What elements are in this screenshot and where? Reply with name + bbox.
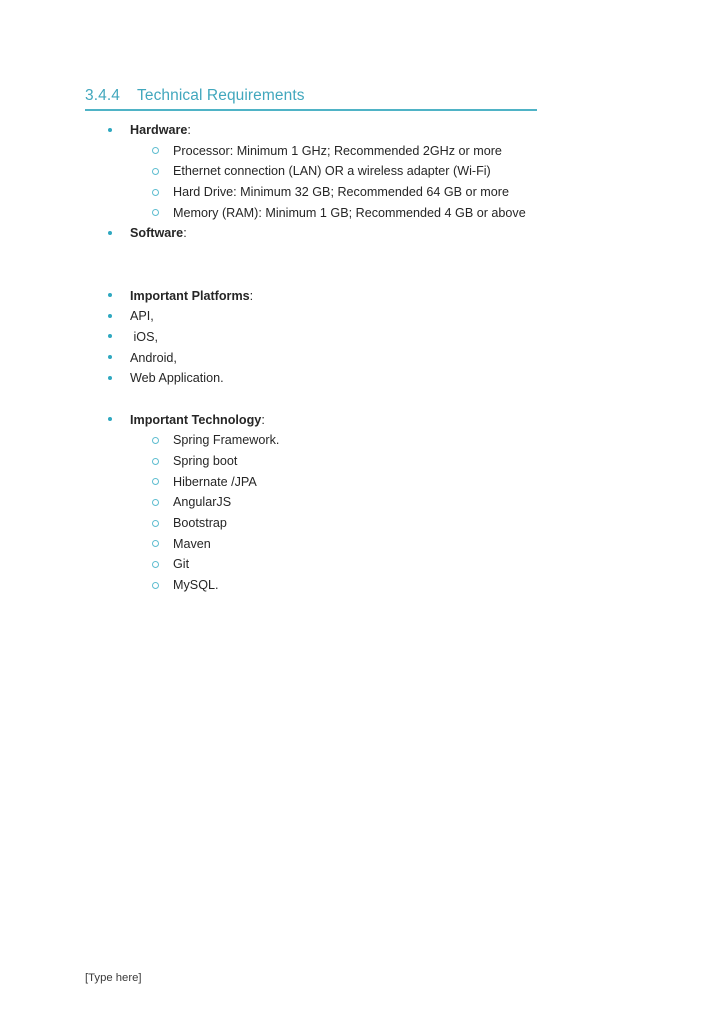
list-item[interactable] [0,223,724,244]
hollow-circle-bullet-icon [152,575,164,596]
list-item-label: API, [130,309,154,324]
hollow-circle-bullet-icon [152,182,164,203]
list-item-label-bold: Hardware [130,123,188,137]
list-item[interactable] [0,513,724,534]
list-item-label-bold: Important Technology [130,412,262,427]
filled-disc-bullet-icon [108,286,118,307]
list-item-label-bold: Software [130,226,184,241]
list-spacer-line [0,389,724,410]
list-item[interactable] [0,203,724,224]
list-item[interactable] [0,534,724,555]
list-spacer-line [0,265,724,286]
list-item-label: AngularJS [173,495,232,510]
list-item[interactable] [0,348,724,369]
hollow-circle-bullet-icon [152,554,164,575]
hollow-circle-bullet-icon [152,492,164,513]
hollow-circle-bullet-icon [152,451,164,472]
hollow-circle-bullet-icon [152,161,164,182]
list-item-label: Git [173,557,190,572]
hollow-circle-bullet-icon [152,513,164,534]
requirements-list [0,120,724,596]
list-item-label: Android, [130,350,177,365]
list-item-label: Web Application. [130,371,224,386]
list-item[interactable] [0,286,724,307]
list-item[interactable] [0,492,724,513]
section-heading [85,86,537,111]
heading-underline-rule [85,109,537,111]
filled-disc-bullet-icon [108,120,118,141]
list-item[interactable] [0,410,724,431]
filled-disc-bullet-icon [108,368,118,389]
filled-disc-bullet-icon [108,348,118,369]
filled-disc-bullet-icon [108,306,118,327]
list-item[interactable] [0,120,724,141]
hollow-circle-bullet-icon [152,534,164,555]
list-item-label-tail: : [249,288,254,303]
page-title: Technical Requirements [137,87,305,104]
list-item[interactable] [0,141,724,162]
hollow-circle-bullet-icon [152,472,164,493]
list-item[interactable] [0,161,724,182]
list-item[interactable] [0,368,724,389]
hollow-circle-bullet-icon [152,203,164,224]
footer-placeholder[interactable]: [Type here] [85,972,142,984]
list-item-label: Ethernet connection (LAN) OR a wireless adapter (Wi-Fi) [173,164,491,179]
heading-row [85,86,537,105]
list-item-label: Spring boot [173,454,238,468]
list-item[interactable] [0,430,724,451]
list-item-label-tail: : [183,226,187,241]
list-item-label: Spring Framework. [173,433,280,448]
list-item[interactable] [0,306,724,327]
list-item[interactable] [0,451,724,472]
hollow-circle-bullet-icon [152,141,164,162]
list-item[interactable] [0,554,724,575]
list-item-label: iOS, [130,329,158,344]
list-item-label: Processor: Minimum 1 GHz; Recommended 2GHz or more [173,143,502,158]
filled-disc-bullet-icon [108,223,118,244]
hollow-circle-bullet-icon [152,430,164,451]
list-item-label: Hibernate /JPA [173,474,257,489]
list-item-label-bold: Important Platforms [130,288,250,303]
list-item-label: Maven [173,536,211,551]
filled-disc-bullet-icon [108,410,118,431]
heading-number: 3.4.4 [85,87,120,104]
list-item-label-tail: : [261,412,265,427]
list-item-label: Bootstrap [173,516,227,531]
list-spacer-line [0,244,724,265]
list-item[interactable] [0,182,724,203]
list-item-label: Hard Drive: Minimum 32 GB; Recommended 64 GB or more [173,185,509,200]
list-item-label: MySQL. [173,578,219,593]
list-item-label-tail: : [187,123,191,137]
filled-disc-bullet-icon [108,327,118,348]
list-item[interactable] [0,575,724,596]
list-item-label: Memory (RAM): Minimum 1 GB; Recommended 4 GB or above [173,205,526,220]
list-item[interactable] [0,327,724,348]
list-item[interactable] [0,472,724,493]
